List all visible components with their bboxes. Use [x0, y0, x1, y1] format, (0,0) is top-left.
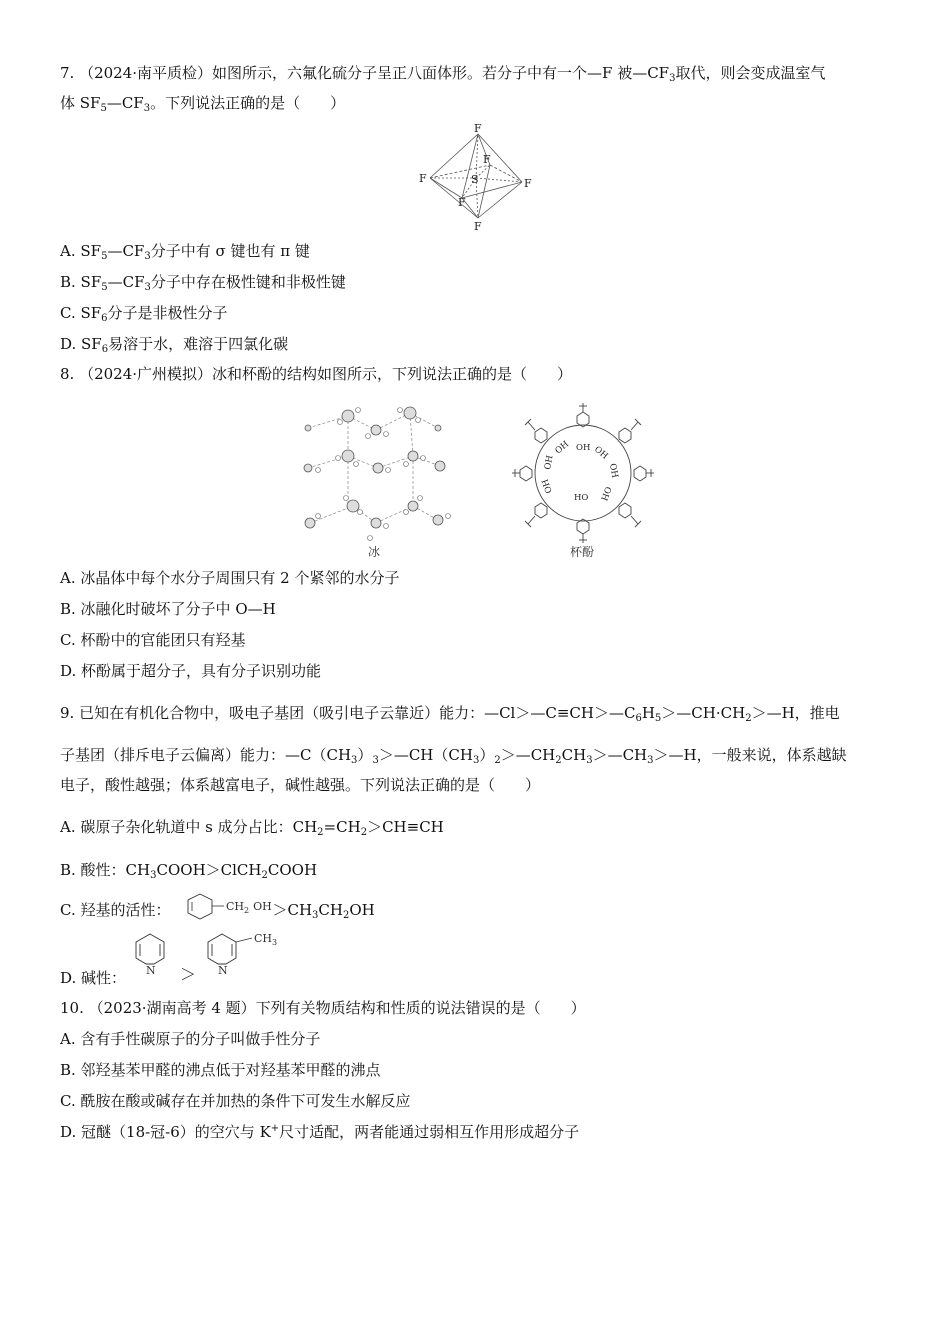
- q9-option-a: A. 碳原子杂化轨道中 s 成分占比：$CH_2=CH_2>CH\equiv CH$: [60, 818, 444, 838]
- greater-than-sign: ＞: [180, 965, 197, 984]
- s-label: S: [471, 173, 479, 186]
- f-label-right: F: [524, 177, 532, 190]
- ho-label-2: OH: [598, 484, 613, 502]
- oh-label-4: OH: [543, 454, 556, 471]
- ho-label-1: OH: [540, 477, 555, 495]
- q8-option-d: D. 杯酚属于超分子，具有分子识别功能: [60, 662, 322, 680]
- sf6-octahedron-figure: [410, 120, 550, 235]
- oh-label-1: OH: [576, 443, 591, 453]
- ch2oh-label: $CH_2$ OH: [226, 900, 272, 915]
- q7-stem-line1: 7. （2024·南平质检）如图所示，六氟化硫分子呈正八面体形。若分子中有一个—F 被$—CF_3$取代，则会变成温室气: [60, 64, 826, 84]
- ice-structure-figure: [288, 398, 468, 560]
- q9-stem-line2: 子基团（排斥电子云偏离）能力：$—C(CH_3)_3>—CH(CH_3)_2>—CH_2CH_3>—CH_3>—H$，一般来说，体系越缺: [60, 746, 847, 766]
- q7-option-b: B. $SF_5—CF_3$分子中存在极性键和非极性键: [60, 273, 346, 293]
- q8-stem: 8. （2024·广州模拟）冰和杯酚的结构如图所示，下列说法正确的是（ ）: [60, 365, 573, 383]
- q8-option-b: B. 冰融化时破坏了分子中 O—H: [60, 600, 276, 618]
- q8-option-a: A. 冰晶体中每个水分子周围只有 2 个紧邻的水分子: [60, 569, 400, 587]
- f-label-top: F: [474, 122, 482, 135]
- ho-label-3: HO: [574, 493, 589, 503]
- q10-stem: 10. （2023·湖南高考 4 题）下列有关物质结构和性质的说法错误的是（ ）: [60, 999, 586, 1017]
- f-label-back: F: [483, 153, 491, 166]
- benzyl-alcohol-structure: [182, 888, 282, 924]
- f-label-left: F: [419, 172, 427, 185]
- q9-option-c: C. 羟基的活性： $>CH_3CH_2OH$: [60, 901, 375, 921]
- f-label-bottom: F: [474, 220, 482, 233]
- q10-option-a: A. 含有手性碳原子的分子叫做手性分子: [60, 1030, 321, 1048]
- q9-option-b: B. 酸性：$CH_3COOH>ClCH_2COOH$: [60, 861, 318, 881]
- q10-option-c: C. 酰胺在酸或碱存在并加热的条件下可发生水解反应: [60, 1092, 411, 1110]
- q7-option-c: C. $SF_6$分子是非极性分子: [60, 304, 228, 324]
- calixarene-structure-figure: [508, 398, 658, 560]
- q8-option-c: C. 杯酚中的官能团只有羟基: [60, 631, 246, 649]
- q9-option-d: D. 碱性：: [60, 969, 127, 987]
- q9-stem-line1: 9. 已知在有机化合物中，吸电子基团（吸引电子云靠近）能力：$—Cl>—C\equiv CH>—C_6H_5>—CH\cdot CH_2>—H$，推电: [60, 704, 840, 724]
- f-label-front: F: [458, 196, 466, 209]
- q7-option-a: A. $SF_5—CF_3$分子中有 σ 键也有 π 键: [60, 242, 310, 262]
- n-label-1: N: [146, 964, 156, 977]
- q7-stem-line2: 体 $SF_5—CF_3$。下列说法正确的是（ ）: [60, 94, 346, 114]
- calixarene-label: 杯酚: [570, 545, 595, 559]
- oh-label-2: OH: [553, 439, 571, 457]
- oh-label-3: OH: [592, 444, 610, 462]
- pyridine-comparison-structures: [128, 928, 288, 986]
- q10-option-d: D. 冠醚（18-冠-6）的空穴与 K+尺寸适配，两者能通过弱相互作用形成超分子: [60, 1123, 580, 1141]
- q7-option-d: D. $SF_6$易溶于水，难溶于四氯化碳: [60, 335, 289, 355]
- n-label-2: N: [218, 964, 228, 977]
- ch3-label: $CH_3$: [254, 932, 278, 947]
- q9-stem-line3: 电子，酸性越强；体系越富电子，碱性越强。下列说法正确的是（ ）: [60, 776, 541, 794]
- ice-label: 冰: [368, 545, 381, 559]
- q10-option-b: B. 邻羟基苯甲醛的沸点低于对羟基苯甲醛的沸点: [60, 1061, 381, 1079]
- oh-label-5: OH: [607, 462, 620, 479]
